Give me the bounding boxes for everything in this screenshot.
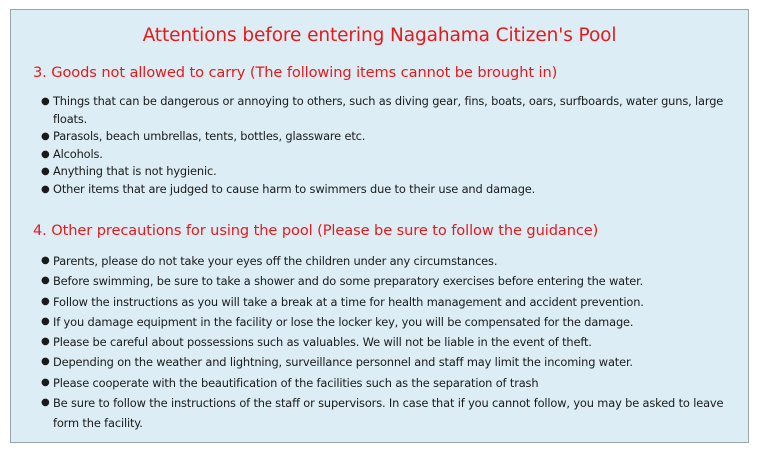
list-item-text: Please be careful about possessions such as valuables. We will not be liable in the event of theft. bbox=[53, 335, 592, 350]
list-item bbox=[41, 271, 747, 291]
list-item-text: Alcohols. bbox=[53, 146, 103, 161]
list-item-text: If you damage equipment in the facility or lose the locker key, you will be compensated for the damage. bbox=[53, 314, 634, 329]
list-item bbox=[41, 373, 747, 393]
bullet-icon: ● bbox=[41, 336, 50, 348]
list-item-text: Other items that are judged to cause harm to swimmers due to their use and damage. bbox=[53, 181, 536, 196]
notice-title: Attentions before entering Nagahama Citizen's Pool bbox=[142, 25, 617, 46]
list-item bbox=[41, 251, 747, 271]
section-4-heading: 4. Other precautions for using the pool (Please be sure to follow the guidance) bbox=[33, 222, 599, 239]
section-3-list bbox=[41, 93, 747, 199]
bullet-icon: ● bbox=[41, 397, 50, 409]
bullet-icon: ● bbox=[41, 166, 50, 178]
list-item bbox=[41, 93, 747, 128]
list-item-text: Please cooperate with the beautification of the facilities such as the separation of trash bbox=[53, 375, 539, 390]
list-item bbox=[41, 393, 747, 434]
bullet-icon: ● bbox=[41, 376, 50, 388]
bullet-icon: ● bbox=[41, 131, 50, 143]
list-item bbox=[41, 128, 747, 146]
list-item-text: Follow the instructions as you will take a break at a time for health management and accident prevention. bbox=[53, 294, 644, 309]
list-item-text: Parasols, beach umbrellas, tents, bottles, glassware etc. bbox=[53, 129, 366, 144]
list-item-text: Be sure to follow the instructions of the staff or supervisors. In case that if you cannot follow, you may be asked to leave form the facility. bbox=[53, 396, 724, 431]
list-item bbox=[41, 332, 747, 352]
list-item-text: Parents, please do not take your eyes off the children under any circumstances. bbox=[53, 254, 498, 268]
list-item bbox=[41, 352, 747, 372]
pool-notice-panel bbox=[10, 9, 749, 443]
section-4-list bbox=[41, 251, 747, 434]
bullet-icon: ● bbox=[41, 356, 50, 368]
section-3-heading: 3. Goods not allowed to carry (The following items cannot be brought in) bbox=[33, 64, 558, 81]
list-item bbox=[41, 163, 747, 181]
list-item bbox=[41, 312, 747, 332]
list-item bbox=[41, 292, 747, 312]
bullet-icon: ● bbox=[41, 96, 50, 107]
bullet-icon: ● bbox=[41, 275, 50, 287]
list-item-text: Anything that is not hygienic. bbox=[53, 164, 217, 179]
bullet-icon: ● bbox=[41, 183, 50, 195]
list-item bbox=[41, 181, 747, 199]
list-item-text: Depending on the weather and lightning, surveillance personnel and staff may limit the incoming water. bbox=[53, 355, 633, 370]
list-item-text: Before swimming, be sure to take a shower and do some preparatory exercises before entering the water. bbox=[53, 274, 644, 289]
list-item bbox=[41, 146, 747, 164]
bullet-icon: ● bbox=[41, 315, 50, 327]
bullet-icon: ● bbox=[41, 295, 50, 307]
bullet-icon: ● bbox=[41, 148, 50, 160]
list-item-text: Things that can be dangerous or annoying to others, such as diving gear, fins, boats, oars, surfboards, water guns, large floats. bbox=[53, 94, 724, 126]
bullet-icon: ● bbox=[41, 255, 50, 266]
